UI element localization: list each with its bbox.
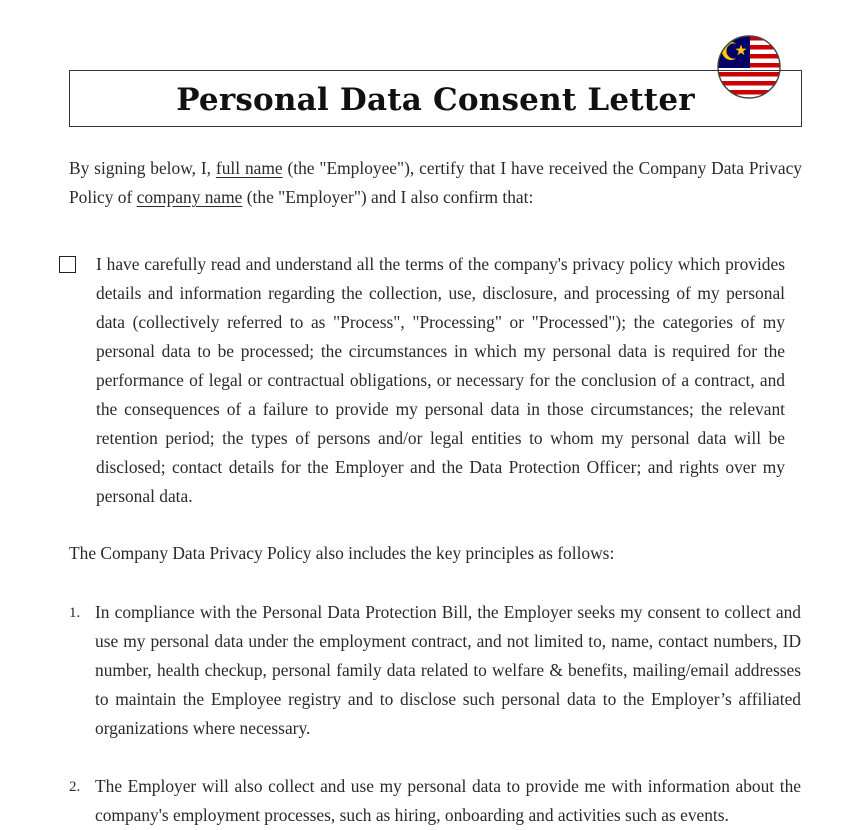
list-number: 1. [69, 605, 81, 621]
principles-intro: The Company Data Privacy Policy also includes the key principles as follows: [69, 543, 615, 563]
document-title: Personal Data Consent Letter [176, 81, 695, 118]
title-box [69, 70, 802, 127]
list-number: 2. [69, 779, 81, 795]
intro-text-2: (the "Employee"), certify that I have received the Company Data Privacy Policy of [69, 158, 802, 207]
list-item-text: The Employer will also collect and use my personal data to provide me with information about the company's employment processes, such as hiring, onboarding and activities such as events. [95, 776, 801, 825]
company-name-field[interactable]: company name [136, 187, 243, 207]
consent-paragraph: I have carefully read and understand all the terms of the company's privacy policy which provides details and information regarding the collection, use, disclosure, and processing of my personal data (collectively referred to as "Process", "Processing" or "Processed"); the categories of my personal data to be processed; the circumstances in which my personal data is required for the performance of legal or contractual obligations, or necessary for the conclusion of a contract, and the consequences of a failure to provide my personal data in those circumstances; the relevant retention period; the types of persons and/or legal entities to whom my personal data will be disclosed; contact details for the Employer and the Data Protection Officer; and rights over my personal data. [96, 254, 785, 506]
intro-text-3: (the "Employer") and I also confirm that: [242, 187, 534, 207]
full-name-field[interactable]: full name [215, 158, 283, 178]
intro-paragraph [69, 154, 802, 212]
consent-checkbox[interactable] [59, 256, 76, 273]
intro-text-1: By signing below, I, [69, 158, 216, 178]
list-item-text: In compliance with the Personal Data Protection Bill, the Employer seeks my consent to collect and use my personal data under the employment contract, and not limited to, name, contact numbers, ID number, health checkup, personal family data related to welfare & benefits, mailing/email addresses to maintain the Employee registry and to disclose such personal data to the Employer’s affiliated organizations where necessary. [95, 602, 801, 738]
